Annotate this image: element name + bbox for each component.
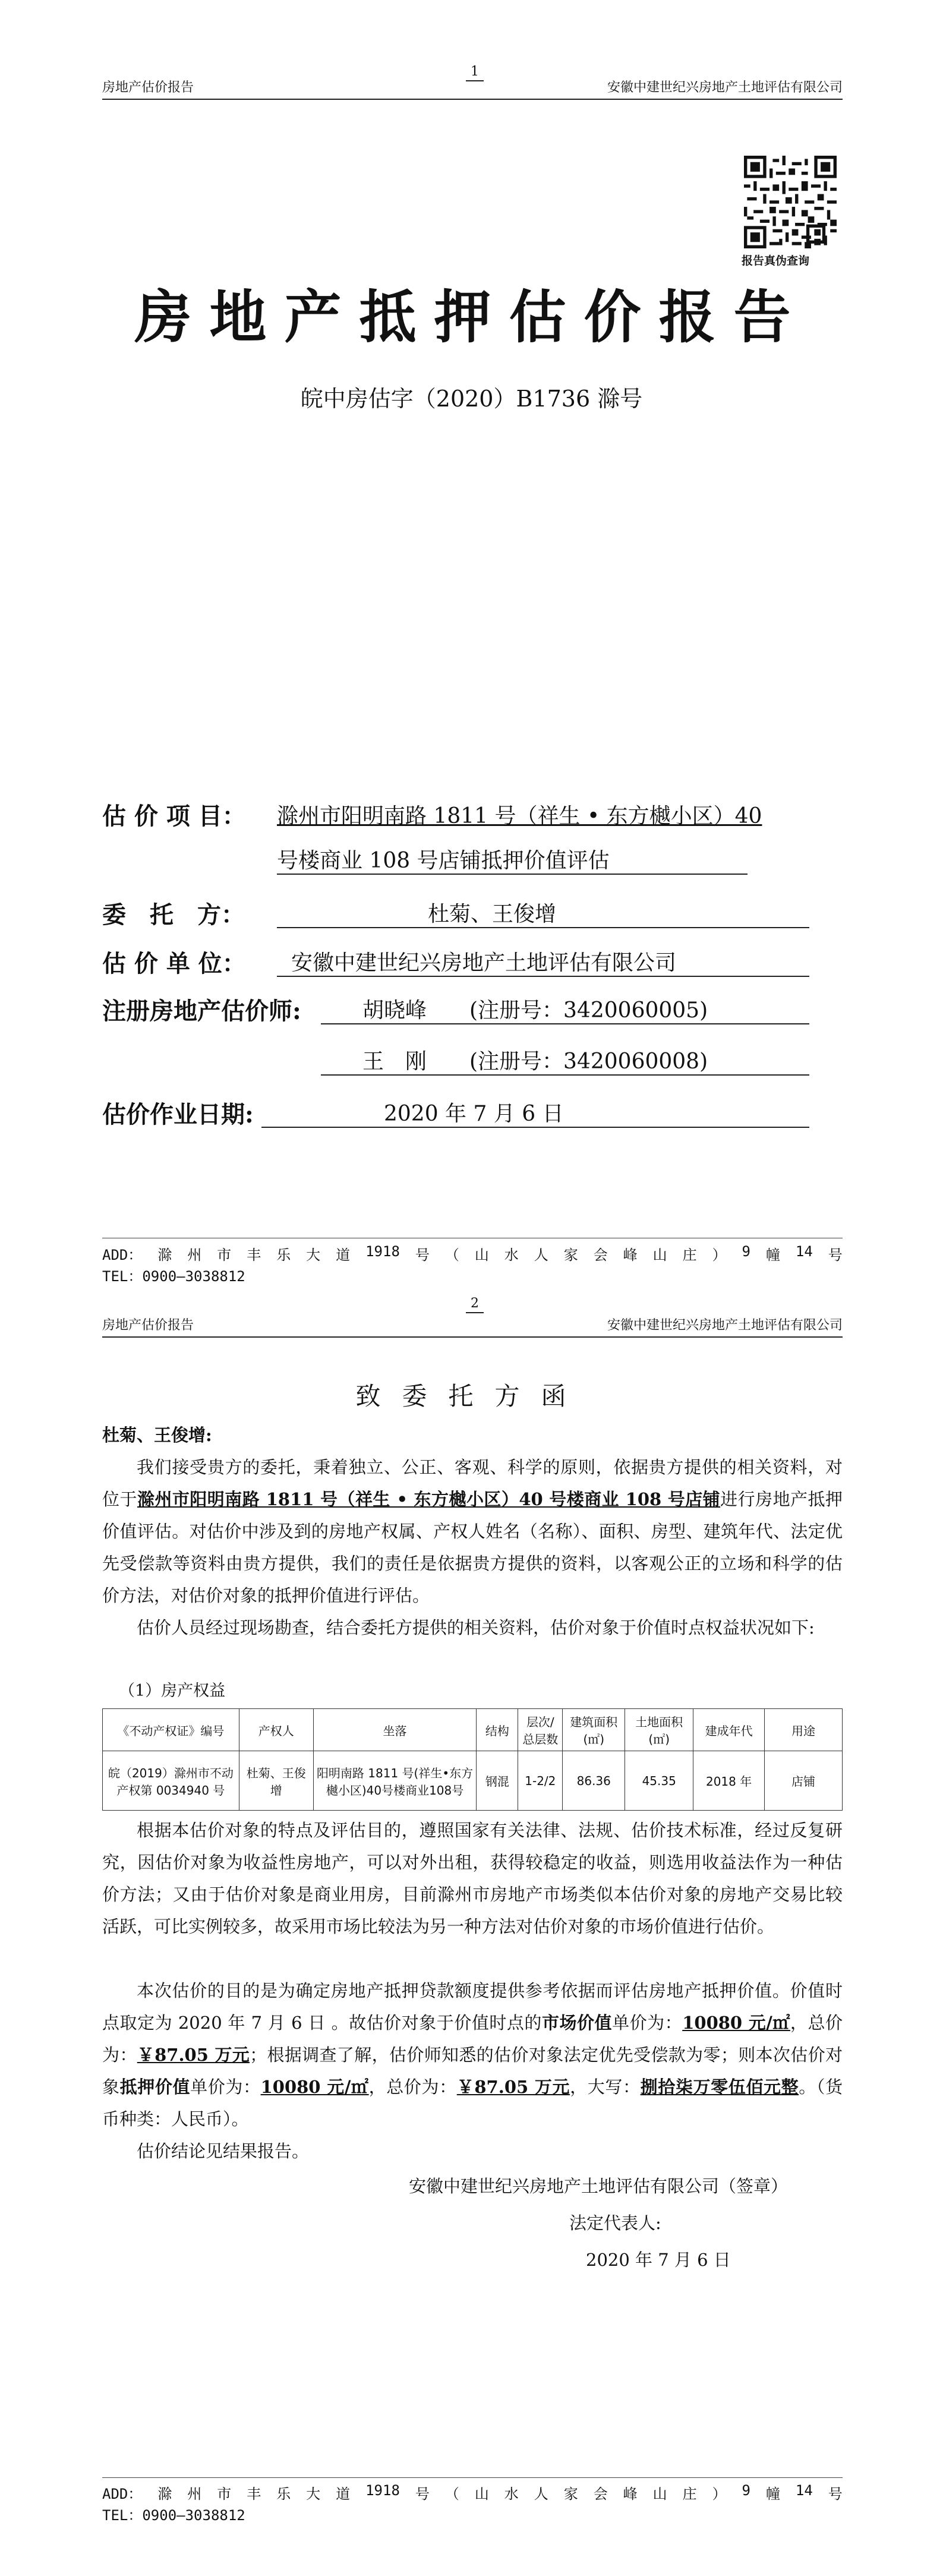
header-rule — [102, 99, 843, 100]
table-cell: 皖（2019）滁州市不动产权第 0034940 号 — [103, 1751, 239, 1811]
report-number: 皖中房估字（2020）B1736 滁号 — [300, 386, 643, 412]
underline — [277, 927, 809, 928]
underline — [277, 976, 809, 977]
valuer-2: 王 刚 (注册号：3420060008) — [362, 1049, 708, 1074]
table-header-cell: 结构 — [477, 1709, 518, 1751]
appraiser-unit-label: 估 价 单 位： — [102, 950, 246, 978]
table-header-row — [103, 1709, 843, 1751]
footer-address-label: ADD： — [102, 2486, 143, 2502]
valuer-1: 胡晓峰 (注册号：3420060005) — [362, 998, 708, 1023]
table-header-cell: 坐落 — [313, 1709, 477, 1751]
table-header-cell: 产权人 — [239, 1709, 313, 1751]
table-cell: 86.36 — [563, 1751, 625, 1811]
table-header-cell: 层次/总层数 — [518, 1709, 563, 1751]
table-header-cell: 建成年代 — [693, 1709, 765, 1751]
page-number: 2 — [461, 1296, 489, 1313]
footer-tel: TEL：0900—3038812 — [102, 1268, 245, 1285]
table-cell: 阳明南路 1811 号(祥生•东方樾小区)40号楼商业108号 — [313, 1751, 477, 1811]
paragraph-3: 根据本估价对象的特点及评估目的，遵照国家有关法律、法规、估价技术标准，经过反复研究，因估价对象为收益性房地产，可以对外出租，获得较稳定的收益，则选用收益法作为一种估价方法；又由于估价对象是商业用房，目前滁州市房地产市场类似本估价对象的房地产交易比较活跃，可比实例较多，故采用市场比较法为另一种方法对估价对象的市场价值进行估价。 — [102, 1820, 843, 1937]
underline — [277, 874, 748, 875]
qr-caption: 报告真伪查询 — [742, 254, 810, 267]
paragraph-2: 估价人员经过现场勘查，结合委托方提供的相关资料，估价对象于价值时点权益状况如下: — [137, 1618, 815, 1638]
client-label: 委 托 方： — [102, 901, 245, 929]
footer-address-label: ADD： — [102, 1247, 143, 1263]
header-right: 安徽中建世纪兴房地产土地评估有限公司 — [607, 80, 843, 95]
project-value-line1: 滁州市阳明南路 1811 号（祥生 • 东方樾小区）40 — [277, 804, 762, 828]
table-cell: 杜菊、王俊增 — [239, 1751, 313, 1811]
table-cell: 钢混 — [477, 1751, 518, 1811]
table-header-cell: 用途 — [765, 1709, 843, 1751]
project-label: 估 价 项 目： — [102, 802, 246, 830]
page-number: 1 — [461, 64, 489, 81]
table-header-cell: 《不动产权证》编号 — [103, 1709, 239, 1751]
signature-date: 2020 年 7 月 6 日 — [586, 2250, 731, 2270]
subheading-rights: （1）房产权益 — [119, 1682, 226, 1700]
footer-address: ADD： 滁 州 市 丰 乐 大 道 1918 号 （ 山 水 人 家 会 峰 山 庄 ） 9 幢 14 号 — [102, 1243, 843, 1263]
header-left: 房地产估价报告 — [102, 80, 194, 95]
footer-tel: TEL：0900—3038812 — [102, 2507, 245, 2524]
paragraph-1: 我们接受贵方的委托，秉着独立、公正、客观、科学的原则，依据贵方提供的相关资料，对位于滁州市阳明南路 1811 号（祥生 • 东方樾小区）40 号楼商业 108 号店铺进行房地产抵押价值评估。对估价中涉及到的房地产权属、产权人姓名（名称）、面积、房型、建筑年代、法定优先受偿款等资料由贵方提供，我们的责任是依据贵方提供的资料，以客观公正的立场和科学的估价方法，对估价对象的抵押价值进行评估。 — [102, 1457, 843, 1606]
date-label: 估价作业日期: — [102, 1101, 254, 1128]
table-header-cell: 土地面积(㎡) — [625, 1709, 693, 1751]
appraiser-unit-value: 安徽中建世纪兴房地产土地评估有限公司 — [291, 951, 677, 975]
table-cell: 店铺 — [765, 1751, 843, 1811]
footer-rule — [102, 2477, 843, 2478]
project-value-line2: 号楼商业 108 号店铺抵押价值评估 — [277, 849, 610, 873]
rights-table — [102, 1708, 843, 1811]
table-row — [103, 1751, 843, 1811]
signature-company: 安徽中建世纪兴房地产土地评估有限公司（签章） — [409, 2176, 789, 2196]
valuers-label: 注册房地产估价师: — [102, 997, 301, 1025]
table-cell: 1-2/2 — [518, 1751, 563, 1811]
table-cell: 2018 年 — [693, 1751, 765, 1811]
qr-code-icon[interactable] — [744, 156, 837, 248]
table-cell: 45.35 — [625, 1751, 693, 1811]
salutation: 杜菊、王俊增: — [102, 1425, 212, 1445]
underline — [321, 1074, 809, 1076]
letter-title: 致委托方函 — [355, 1382, 588, 1411]
header-left: 房地产估价报告 — [102, 1318, 194, 1333]
underline — [321, 1023, 809, 1024]
header-rule — [102, 1336, 843, 1338]
page-2 — [0, 1288, 943, 2576]
table-header-cell: 建筑面积(㎡) — [563, 1709, 625, 1751]
client-value: 杜菊、王俊增 — [428, 902, 557, 926]
footer-address: ADD： 滁 州 市 丰 乐 大 道 1918 号 （ 山 水 人 家 会 峰 山 庄 ） 9 幢 14 号 — [102, 2482, 843, 2502]
underline — [261, 1127, 809, 1128]
paragraph-4: 本次估价的目的是为确定房地产抵押贷款额度提供参考依据而评估房地产抵押价值。价值时点取定为 2020 年 7 月 6 日 。故估价对象于价值时点的市场价值单价为：10080 元/㎡，总价为：￥87.05 万元；根据调查了解，估价师知悉的估价对象法定优先受偿款为零；则本次估价对象抵押价值单价为：10080 元/㎡，总价为：￥87.05 万元，大写：捌拾柒万零伍佰元整。（货币种类：人民币）。 — [102, 1981, 843, 2129]
paragraph-5: 估价结论见结果报告。 — [137, 2141, 310, 2161]
date-value: 2020 年 7 月 6 日 — [384, 1102, 564, 1126]
report-title: 房地产抵押估价报告 — [134, 283, 809, 351]
signature-representative: 法定代表人: — [569, 2213, 661, 2233]
header-right: 安徽中建世纪兴房地产土地评估有限公司 — [607, 1318, 843, 1333]
